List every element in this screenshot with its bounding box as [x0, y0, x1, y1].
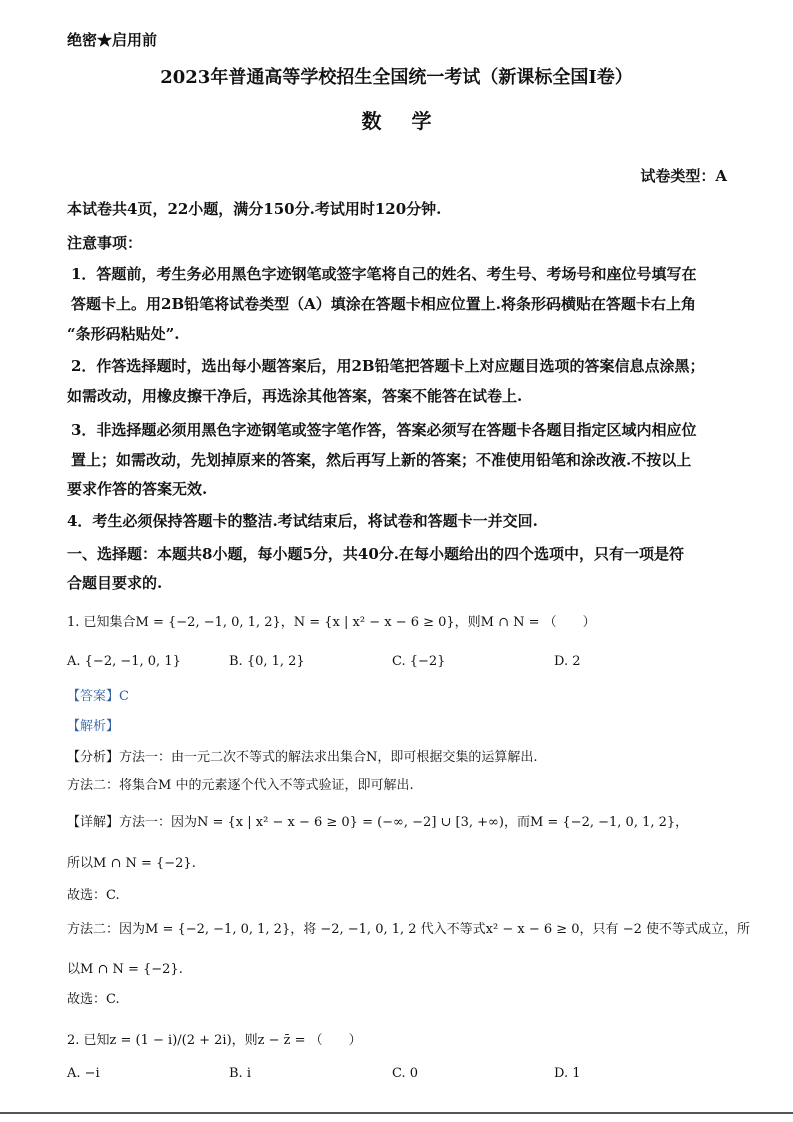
- exam-type-label: 试卷类型：A: [640, 167, 727, 185]
- analysis-text-2: 方法二：将集合M 中的元素逐个代入不等式验证，即可解出.: [67, 778, 414, 793]
- choose-text: 故选：C.: [67, 888, 120, 903]
- detail-text-2: 所以M ∩ N = {−2}.: [67, 856, 196, 871]
- intro-text: 本试卷共4页，22小题，满分150分.考试用时120分钟.: [67, 200, 442, 218]
- section-heading: 一、选择题：本题共8小题，每小题5分，共40分.在每小题给出的四个选项中，只有一项是符: [67, 545, 684, 563]
- question-1-stem: 1. 已知集合M = {−2, −1, 0, 1, 2}，N = {x | x² − x − 6 ≥ 0}，则M ∩ N = （ ）: [67, 615, 596, 630]
- analysis-text: 【分析】方法一：由一元二次不等式的解法求出集合N，即可根据交集的运算解出.: [67, 750, 538, 765]
- answer-tag: 【答案】C: [67, 689, 129, 704]
- note-line: 置上；如需改动，先划掉原来的答案，然后再写上新的答案；不准使用铅笔和涂改液.不按以上: [71, 451, 692, 469]
- exam-title: 2023年普通高等学校招生全国统一考试（新课标全国Ⅰ卷）: [160, 67, 633, 88]
- analysis-tag: 【解析】: [67, 719, 120, 734]
- section-heading-cont: 合题目要求的.: [67, 574, 163, 592]
- q1-option-d: D. 2: [554, 654, 581, 669]
- note-line: 要求作答的答案无效.: [67, 480, 208, 498]
- notes-heading: 注意事项：: [67, 234, 143, 252]
- note-line: 答题卡上。用2B铅笔将试卷类型（A）填涂在答题卡相应位置上.将条形码横贴在答题卡右上角: [71, 295, 696, 313]
- choose-text-2: 故选：C.: [67, 992, 120, 1007]
- q1-option-a: A. {−2, −1, 0, 1}: [67, 654, 181, 669]
- note-line: 如需改动，用橡皮擦干净后，再选涂其他答案，答案不能答在试卷上.: [67, 387, 523, 405]
- q1-option-c: C. {−2}: [392, 654, 446, 669]
- subject-title: 数学: [361, 109, 462, 133]
- method2-text-cont: 以M ∩ N = {−2}.: [67, 962, 183, 977]
- q1-option-b: B. {0, 1, 2}: [229, 654, 305, 669]
- q2-option-c: C. 0: [392, 1066, 419, 1081]
- note-line: 4．考生必须保持答题卡的整洁.考试结束后，将试卷和答题卡一并交回.: [67, 512, 538, 530]
- q2-option-a: A. −i: [67, 1066, 100, 1081]
- q2-option-b: B. i: [229, 1066, 251, 1081]
- page-bottom-rule: [0, 1112, 793, 1114]
- note-line: 2．作答选择题时，选出每小题答案后，用2B铅笔把答题卡上对应题目选项的答案信息点涂黑；: [71, 357, 705, 375]
- detail-text: 【详解】方法一：因为N = {x | x² − x − 6 ≥ 0} = (−∞, −2] ∪ [3, +∞)，而M = {−2, −1, 0, 1, 2}，: [67, 815, 689, 830]
- confidential-label: 绝密★启用前: [67, 31, 158, 49]
- q2-option-d: D. 1: [554, 1066, 581, 1081]
- method2-text: 方法二：因为M = {−2, −1, 0, 1, 2}，将 −2, −1, 0, 1, 2 代入不等式x² − x − 6 ≥ 0，只有 −2 使不等式成立，所: [67, 922, 750, 937]
- note-line: 3．非选择题必须用黑色字迹钢笔或签字笔作答，答案必须写在答题卡各题目指定区域内相应位: [71, 421, 697, 439]
- question-2-stem: 2. 已知z = (1 − i)/(2 + 2i)，则z − z̄ = （ ）: [67, 1033, 362, 1048]
- note-line: 1．答题前，考生务必用黑色字迹钢笔或签字笔将自己的姓名、考生号、考场号和座位号填写在: [71, 265, 697, 283]
- note-line: “条形码粘贴处”.: [67, 325, 180, 343]
